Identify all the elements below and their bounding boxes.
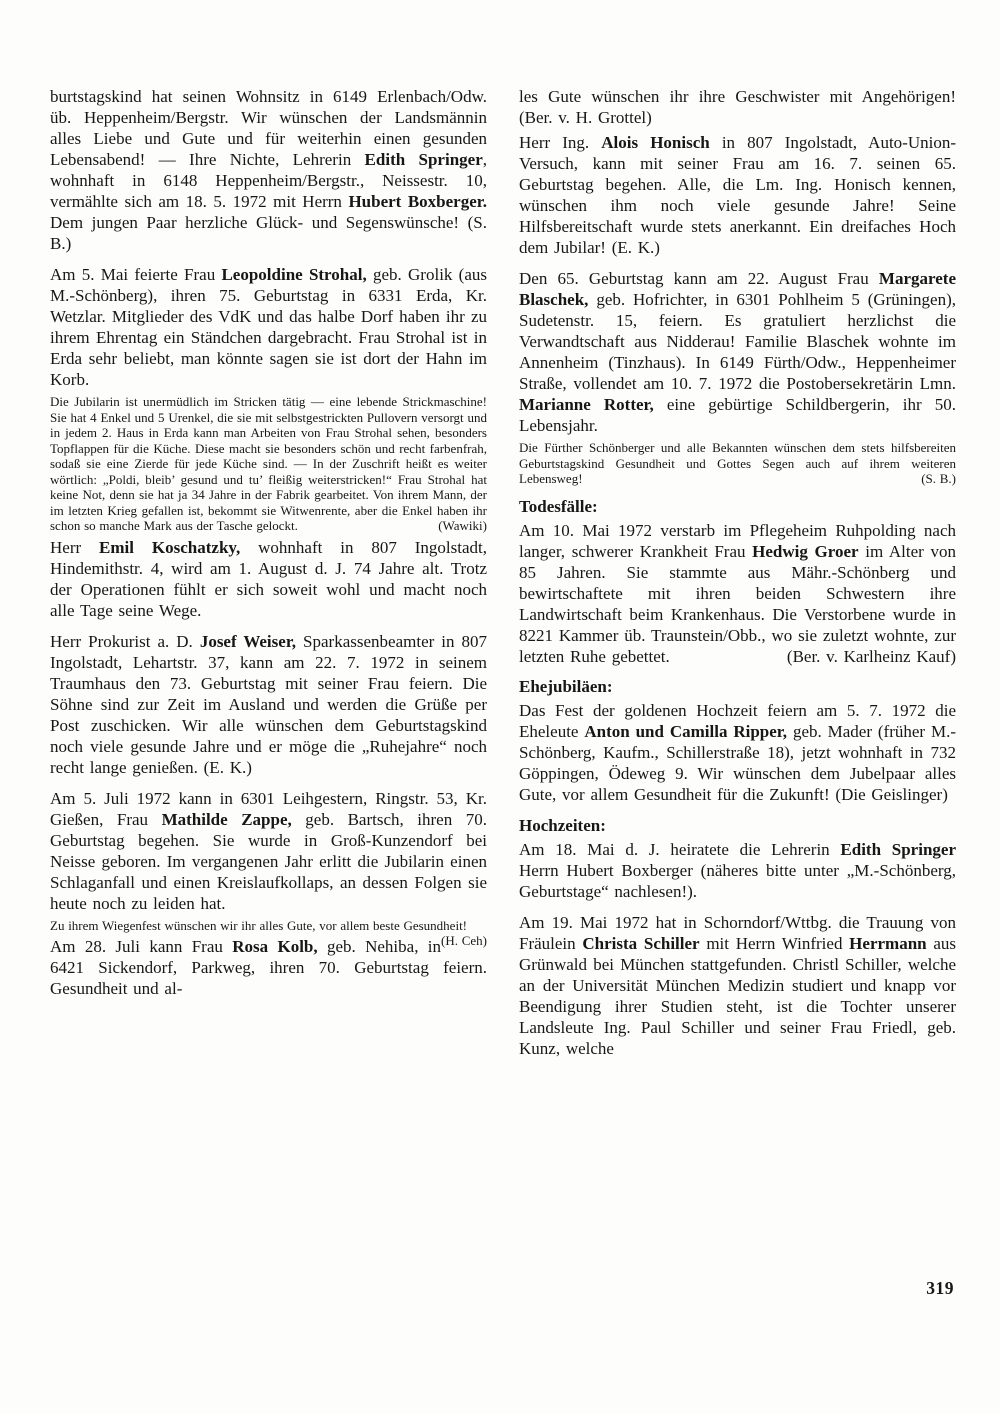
body-text: geb. Bartsch, ihren 70. Geburtstag begehen. Sie wurde in Groß-Kunzendorf bei Neisse geboren. Im vergangenen Jahr erlitt die Jubilarin einen Schlaganfall und einen Kreislaufkollaps, an dessen Folgen sie heute noch zu leiden hat. — [50, 809, 488, 913]
emphasized-text: Margarete Blaschek, — [519, 269, 956, 309]
entry-honisch-birthday — [519, 132, 956, 258]
emphasized-text: Hubert Boxberger. — [348, 192, 487, 211]
body-text: Den 65. Geburtstag kann am 22. August Frau — [519, 269, 879, 288]
text-columns — [50, 86, 956, 1063]
body-text: geb. Hofrichter, in 6301 Pohlheim 5 (Grüningen), Sudetenstr. 15, feiern. Es gratuliert herzlichst die Verwandtschaft aus Nidderau! Familie Blaschek wohnte im Annenheim (Tinzhaus). In 6149 Fürth/Odw., Heppenheimer Straße, vollendet am 10. 7. 1972 die Postobersekretärin Lmn. — [519, 290, 956, 393]
emphasized-text: Emil Koschatzky, — [99, 537, 241, 557]
body-text: geb. Mader (früher M.-Schönberg, Kaufm., Schillerstraße 18), jetzt wohnhaft in 732 Göppingen, Ödeweg 9. Wir wünschen dem Jubelpaar alles Gute, vor allem Gesundheit für die Zukunft! (Die Geislinger) — [519, 721, 956, 804]
entry-zappe-birthday — [50, 788, 487, 914]
body-text: Sparkassenbeamter in 807 Ingolstadt, Lehartstr. 37, kann am 22. 7. 1972 in seinem Traumhaus den 73. Geburtstag mit seiner Frau feiern. Die Söhne sind zur Zeit im Ausland und werden die Grüße per Post zuschicken. Wir alle wünschen dem Geburtstagskind noch viele gesunde Jahre und er möge die „Ruhejahre“ noch recht lange genießen. (E. K.) — [50, 631, 488, 777]
entry-kolb-birthday — [50, 936, 487, 999]
body-text: Das Fest der goldenen Hochzeit feiern am 5. 7. 1972 die Eheleute — [519, 700, 956, 741]
body-text: Dem jungen Paar herzliche Glück- und Segenswünsche! (S. B.) — [50, 213, 487, 253]
emphasized-text: Mathilde Zappe, — [161, 809, 292, 829]
body-text: Am 19. Mai 1972 hat in Schorndorf/Wttbg. die Trauung von Fräulein — [519, 912, 956, 953]
body-text: im Alter von 85 Jahren. Sie stammte aus Mähr.-Schönberg und bewirtschaftete mit ihren beiden Schwestern ihre Landwirtschaft beim Krankenhaus. Die Verstorbene wurde in 8221 Kammer üb. Traunstein/Obb., wo sie zuletzt wohnte, zur letzten Ruhe gebettet. — [519, 541, 956, 666]
body-text: Zu ihrem Wiegenfest wünschen wir ihr alles Gute, vor allem beste Gesundheit! — [50, 917, 468, 933]
body-text: aus Grünwald bei München stattgefunden. Christl Schiller, welche an der Universität München Medizin studiert und knapp vor Beendigung ihrer Studien steht, ist die Tochter unserer Landsleute Ing. Paul Schiller und seiner Frau Friedl, geb. Kunz, welche — [519, 933, 956, 1058]
heading-todesfaelle — [519, 496, 956, 517]
emphasized-text: Edith Springer — [840, 839, 956, 859]
emphasized-text: Marianne Rotter, — [519, 395, 654, 414]
emphasized-text: Christa Schiller — [582, 933, 700, 953]
left-column — [50, 86, 487, 1003]
entry-groer-death — [519, 520, 956, 667]
body-text: wohnhaft in 807 Ingolstadt, Hindemithstr. 4, wird am 1. August d. J. 74 Jahre alt. Trotz der Operationen fühlt er sich soweit wohl und macht noch alle Tage seine Wege. — [50, 537, 487, 620]
entry-kolb-continuation — [519, 86, 956, 128]
entry-springer-wedding-notice — [50, 86, 487, 254]
body-text: Herr — [50, 537, 100, 557]
emphasized-text: Rosa Kolb, — [232, 937, 318, 956]
body-text: in 807 Ingolstadt, Auto-Union-Versuch, kann mit seiner Frau am 16. 7. seinen 65. Geburtstag begehen. Alle, die Lm. Ing. Honisch kennen, wünschen ihm noch viele gesunde Jahre! Seine Hilfsbereitschaft wurde stets anerkannt. Ein dreifaches Hoch dem Jubilar! (E. K.) — [519, 133, 956, 257]
body-text: Herr Ing. — [519, 133, 602, 152]
emphasized-text: Hedwig Groer — [752, 541, 859, 561]
signature: (Wawiki) — [438, 518, 487, 533]
emphasized-text: Anton und Camilla Ripper, — [584, 721, 788, 741]
emphasized-text: Edith Springer — [364, 150, 483, 169]
right-column — [519, 86, 956, 1063]
note-strohal-detail — [50, 394, 487, 534]
body-text: geb. Grolik (aus M.-Schönberg), ihren 75. Geburtstag in 6331 Erda, Kr. Wetzlar. Mitglieder des VdK und das halbe Dorf haben ihr zu ihrem Ehrentag ein Ständchen dargebracht. Frau Strohal ist in Erda sehr beliebt, man könnte sagen sie ist dort der Hahn im Korb. — [50, 265, 487, 389]
body-text: Am 5. Juli 1972 kann in 6301 Leihgestern, Ringstr. 53, Kr. Gießen, Frau — [50, 788, 487, 829]
emphasized-text: Todesfälle: — [519, 496, 598, 516]
entry-schiller-herrmann-wedding — [519, 912, 956, 1059]
page-number: 319 — [926, 1278, 954, 1298]
body-text: burtstagskind hat seinen Wohnsitz in 6149 Erlenbach/Odw. üb. Heppenheim/Bergstr. Wir wünschen der Landsmännin alles Liebe und Gute und für weiterhin einen gesunden Lebensabend! — Ihre Nichte, Lehrerin — [50, 87, 487, 169]
body-text: Am 10. Mai 1972 verstarb im Pflegeheim Ruhpolding nach langer, schwerer Krankheit Frau — [519, 520, 956, 561]
body-text: Herr Prokurist a. D. — [50, 631, 200, 651]
body-text: geb. Nehiba, in 6421 Sickendorf, Parkweg, ihren 70. Geburtstag feiern. Gesundheit und al- — [50, 937, 487, 998]
signature: (S. B.) — [921, 471, 956, 486]
body-text: Am 18. Mai d. J. heiratete die Lehrerin — [519, 839, 841, 859]
body-text: Die Fürther Schönberger und alle Bekannten wünschen dem stets hilfsbereiten Geburtstagskind Gesundheit und Gottes Segen auch auf ihrem weiteren Lebensweg! — [519, 440, 956, 486]
body-text: , wohnhaft in 6148 Heppenheim/Bergstr., Neissestr. 10, vermählte sich am 18. 5. 1972 mit Herrn — [50, 150, 488, 211]
emphasized-text: Ehejubiläen: — [519, 676, 613, 696]
body-text: Herrn Hubert Boxberger (näheres bitte unter „M.-Schönberg, Geburtstage“ nachlesen!). — [519, 860, 956, 901]
entry-springer-boxberger-wedding — [519, 839, 956, 902]
entry-ripper-golden-wedding — [519, 700, 956, 805]
signature: (H. Ceh) — [441, 933, 487, 948]
emphasized-text: Herrmann — [849, 933, 927, 953]
entry-strohal-birthday — [50, 264, 487, 390]
emphasized-text: Alois Honisch — [601, 133, 710, 152]
body-text: Die Jubilarin ist unermüdlich im Stricken tätig — eine lebende Strickmaschine! Sie hat 4 Enkel und 5 Urenkel, die sie mit selbstgestrickten Pullovern versorgt und in jedem 2. Haus in Erda kann man Arbeiten von Frau Strohal sehen, besonders Topflappen für die Küche. Diese macht sie besonders schön und recht farbenfrah, sodaß sie eine Zierde für jede Küche sind. — In der Zuschrift heißt es weiter wörtlich: „Poldi, bleib’ gesund und tu’ fleißig weiterstricken!“ Frau Strohal hat keine Not, denn sie hat ja 34 Jahre in der Fabrik gearbeitet. Von ihrem Mann, der im letzten Krieg gefallen ist, bekommt sie Witwenrente, aber die Enkel haben ihr schon so manche Mark aus der Tasche gelockt. — [50, 394, 487, 533]
heading-hochzeiten — [519, 815, 956, 836]
entry-weiser-birthday — [50, 631, 487, 778]
body-text: Am 5. Mai feierte Frau — [50, 265, 222, 284]
entry-koschatzky-birthday — [50, 537, 487, 621]
body-text: les Gute wünschen ihr ihre Geschwister mit Angehörigen! (Ber. v. H. Grottel) — [519, 87, 956, 127]
emphasized-text: Hochzeiten: — [519, 815, 606, 835]
body-text: Am 28. Juli kann Frau — [50, 937, 233, 956]
emphasized-text: Leopoldine Strohal, — [221, 265, 367, 284]
body-text: eine gebürtige Schildbergerin, ihr 50. Lebensjahr. — [519, 395, 956, 435]
body-text: mit Herrn Winfried — [699, 933, 850, 953]
entry-blaschek-rotter-birthdays — [519, 268, 956, 436]
emphasized-text: Josef Weiser, — [199, 631, 297, 651]
note-rotter-wishes — [519, 440, 956, 487]
signature: (Ber. v. Karlheinz Kauf) — [786, 646, 956, 666]
heading-ehejubilaeen — [519, 676, 956, 697]
